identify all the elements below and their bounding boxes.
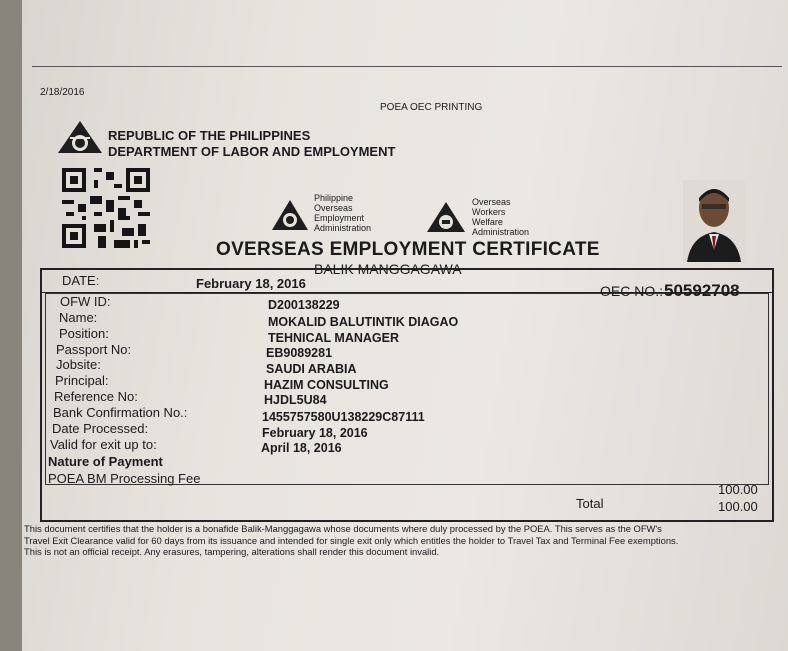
- field-label: Name:: [59, 310, 98, 325]
- print-date: 2/18/2016: [40, 87, 85, 98]
- field-label: Reference No:: [54, 389, 138, 404]
- field-label: Date Processed:: [52, 421, 149, 436]
- field-value: MOKALID BALUTINTIK DIAGAO: [268, 315, 459, 329]
- department-line: DEPARTMENT OF LABOR AND EMPLOYMENT: [108, 144, 396, 159]
- republic-line: REPUBLIC OF THE PHILIPPINES: [108, 128, 311, 143]
- footer-line: This document certifies that the holder is a bonafide Balik-Manggagawa whose documents where duly processed by the POEA. This serves as the OFW's: [24, 523, 662, 534]
- certificate-title: OVERSEAS EMPLOYMENT CERTIFICATE: [216, 239, 600, 260]
- oec-label: OEC NO.:: [600, 283, 664, 299]
- field-label: Position:: [59, 326, 109, 341]
- owwa-logo-icon: [425, 200, 467, 234]
- holder-photo: [683, 180, 745, 262]
- total-value: 100.00: [718, 499, 758, 514]
- field-label: Bank Confirmation No.:: [53, 405, 188, 420]
- qr-code-icon: [62, 168, 150, 248]
- nature-of-payment-label: Nature of Payment: [48, 454, 163, 469]
- certificate-footer-note: [24, 523, 784, 558]
- field-label: Valid for exit up to:: [50, 437, 157, 452]
- field-label: Principal:: [55, 373, 109, 388]
- field-value: TEHNICAL MANAGER: [268, 331, 400, 345]
- payment-amount: 100.00: [718, 482, 758, 497]
- field-value: HJDL5U84: [264, 393, 327, 407]
- date-value: February 18, 2016: [196, 276, 306, 291]
- field-label: Passport No:: [56, 342, 132, 357]
- field-value: April 18, 2016: [261, 441, 342, 455]
- field-label: OFW ID:: [60, 294, 111, 309]
- print-title: POEA OEC PRINTING: [380, 102, 483, 113]
- field-value: D200138229: [268, 298, 340, 312]
- total-label: Total: [576, 496, 604, 511]
- issuer-block: [108, 128, 395, 160]
- oec-number: 50592708: [664, 281, 740, 300]
- footer-line: Travel Exit Clearance valid for 60 days from its issuance and intended for single exit only which entitles the holder to Travel Tax and Terminal Fee exemptions.: [24, 534, 679, 546]
- date-label: DATE:: [62, 273, 100, 288]
- divider: [32, 66, 782, 67]
- field-label: Jobsite:: [56, 357, 101, 372]
- owwa-name: Overseas Workers Welfare Administration: [472, 197, 530, 237]
- footer-line: This is not an official receipt. Any erasures, tampering, alterations shall render this document invalid.: [24, 546, 440, 557]
- field-value: February 18, 2016: [262, 426, 368, 440]
- payment-item: POEA BM Processing Fee: [48, 471, 201, 486]
- certificate-subtitle: BALIK MANGGAGAWA: [314, 261, 462, 277]
- poea-name: Philippine Overseas Employment Administration: [314, 193, 372, 233]
- dole-logo-icon: [56, 119, 104, 155]
- field-value: SAUDI ARABIA: [266, 362, 357, 376]
- poea-logo-icon: [270, 198, 310, 232]
- field-value: 1455757580U138229C87111: [262, 410, 425, 424]
- field-value: HAZIM CONSULTING: [264, 378, 389, 392]
- field-value: EB9089281: [266, 346, 333, 360]
